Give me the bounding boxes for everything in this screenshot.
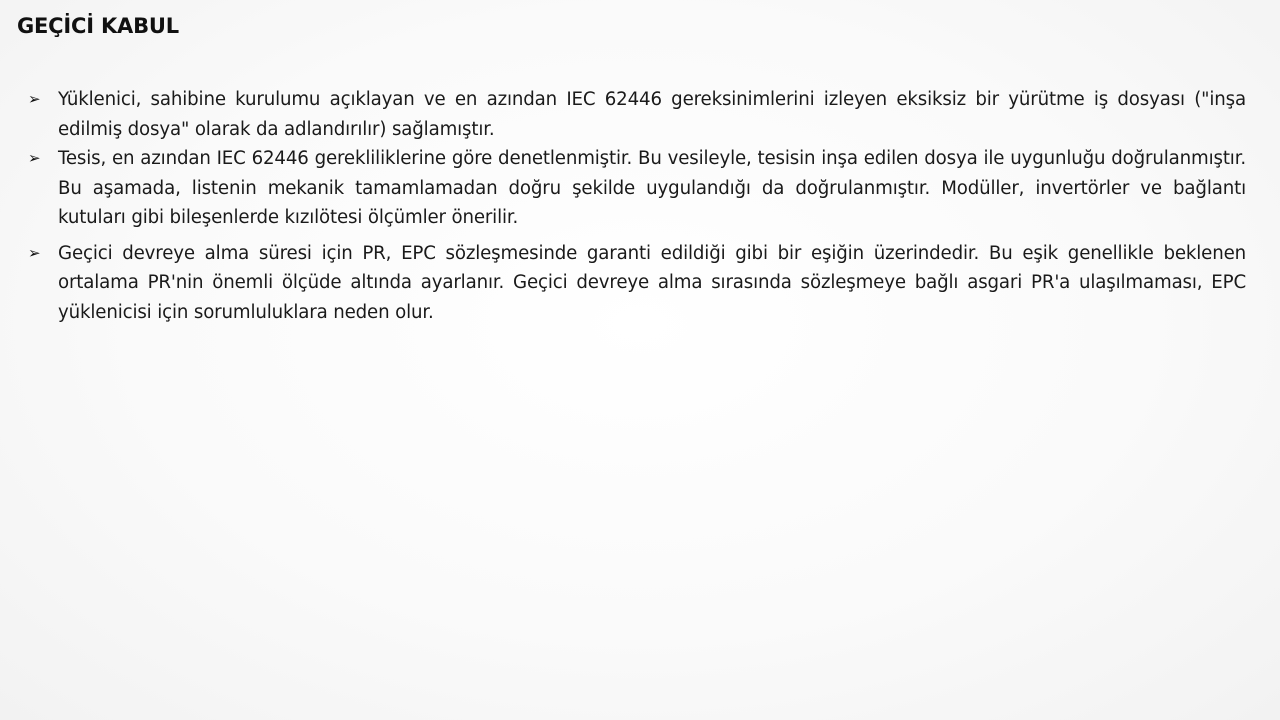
bullet-text: Yüklenici, sahibine kurulumu açıklayan ve en azından IEC 62446 gereksinimlerini izleyen eksiksiz bir yürütme iş dosyası ("inşa edilmiş dosya" olarak da adlandırılır) sağlamıştır. [58,89,1246,140]
slide-title: GEÇİCİ KABUL [17,14,179,38]
arrowhead-bullet-icon: ➢ [28,90,41,108]
bullet-item [28,144,1246,233]
arrowhead-bullet-icon: ➢ [28,149,41,167]
bullet-list [28,85,1246,327]
arrowhead-bullet-icon: ➢ [28,243,41,262]
bullet-text: Geçici devreye alma süresi için PR, EPC sözleşmesinde garanti edildiği gibi bir eşiğin üzerindedir. Bu eşik genellikle beklenen ortalama PR'nin önemli ölçüde altında ayarlanır. Geçici devreye alma sırasında sözleşmeye bağlı asgari PR'a ulaşılmaması, EPC yüklenicisi için sorumluluklara neden olur. [58,242,1246,323]
bullet-item [28,239,1246,328]
bullet-text: Tesis, en azından IEC 62446 gerekliliklerine göre denetlenmiştir. Bu vesileyle, tesisin inşa edilen dosya ile uygunluğu doğrulanmıştır. Bu aşamada, listenin mekanik tamamlamadan doğru şekilde uygulandığı da doğrulanmıştır. Modüller, invertörler ve bağlantı kutuları gibi bileşenlerde kızılötesi ölçümler önerilir. [58,148,1246,228]
bullet-item [28,85,1246,144]
